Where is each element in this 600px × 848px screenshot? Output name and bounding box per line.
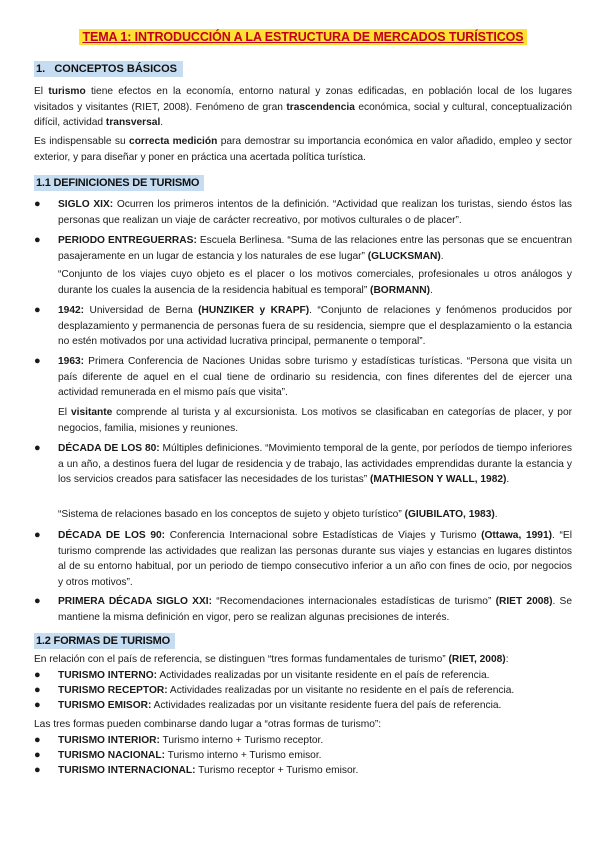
list-subparagraph: [58, 267, 572, 298]
list-item: [34, 528, 572, 590]
list-item: [34, 233, 572, 264]
item-label: TURISMO NACIONAL:: [58, 750, 165, 761]
item-label: DÉCADA DE LOS 80:: [58, 443, 160, 454]
list-item: [34, 303, 572, 350]
item-text: Actividades realizadas por un visitante residente en el país de referencia.: [157, 670, 490, 681]
bullet-icon: ●: [34, 764, 41, 776]
item-text: Actividades realizadas por un visitante no residente en el país de referencia.: [167, 685, 515, 696]
item-text: .: [430, 284, 433, 296]
item-reference: (RIET 2008): [495, 596, 553, 607]
section-heading-conceptos: 1. CONCEPTOS BÁSICOS: [34, 61, 183, 77]
item-text: El: [58, 407, 71, 418]
bullet-icon: ●: [34, 684, 41, 696]
item-text: Actividades realizadas por un visitante residente fuera del país de referencia.: [151, 700, 502, 711]
item-label: 1963:: [58, 356, 85, 367]
list-item-other: [34, 733, 572, 748]
list-item: [34, 594, 572, 625]
bullet-icon: ●: [34, 669, 41, 681]
text: .: [160, 117, 164, 129]
text: En relación con el país de referencia, se distinguen “tres formas fundamentales de turismo”: [34, 654, 449, 665]
list-item: [34, 354, 572, 401]
text: :: [505, 654, 509, 665]
list-subparagraph: [58, 507, 572, 523]
bold-text: transversal: [105, 117, 161, 129]
item-reference: (BORMANN): [370, 284, 431, 296]
bold-text: visitante: [70, 407, 113, 418]
bullet-icon: ●: [34, 355, 41, 367]
bullet-icon: ●: [34, 734, 41, 746]
item-text: Turismo receptor + Turismo emisor.: [195, 765, 359, 776]
item-text: . Se mantiene la misma definición en vigor, pero se realizan algunas precisiones de interés.: [58, 596, 573, 623]
bold-text: trascendencia: [286, 101, 355, 113]
paragraph-turismo: [34, 84, 572, 131]
title-wrap: [34, 28, 572, 46]
item-label: DÉCADA DE LOS 90:: [58, 530, 166, 541]
text: El: [34, 86, 49, 97]
section-heading-formas: 1.2 FORMAS DE TURISMO: [34, 633, 175, 649]
item-reference: (HUNZIKER y KRAPF): [198, 305, 310, 316]
bold-text: turismo: [48, 86, 86, 97]
item-text: Escuela Berlinesa. “Suma de las relaciones entre las personas que se encuentran pasajeramente en un lugar de estancia y los naturales de ese lugar”: [58, 235, 572, 262]
item-text: Primera Conferencia de Naciones Unidas sobre turismo y estadísticas turísticas. “Persona que visita un país diferente de aquel en el cual tiene de ordinario su residencia, con fines diferentes del de ejercer una actividad remunerada en el mismo país que visita”.: [58, 356, 572, 399]
bullet-icon: ●: [34, 529, 41, 541]
item-label: PERIODO ENTREGUERRAS:: [58, 235, 197, 246]
item-label: PRIMERA DÉCADA SIGLO XXI:: [58, 596, 212, 607]
bullet-icon: ●: [34, 304, 41, 316]
text: para demostrar su importancia económica en valor añadido, empleo y sector exterior, y para diseñar y poner en práctica una acertada política turística.: [34, 136, 572, 163]
list-item-other: [34, 763, 572, 778]
text: Es indispensable su: [34, 136, 130, 147]
paragraph-combine: Las tres formas pueden combinarse dando lugar a “otras formas de turismo”:: [34, 719, 382, 730]
text: económica, social y cultural, conceptualización difícil, actividad: [34, 101, 572, 129]
bullet-icon: ●: [34, 234, 41, 246]
item-text: Ocurren los primeros intentos de la definición. “Actividad que realizan los turistas, siendo éstos las personas que realizan un viaje de carácter recreativo, por motivos culturales o de placer”.: [58, 199, 572, 226]
bullet-icon: ●: [34, 198, 41, 210]
list-item-form: [34, 668, 572, 683]
list-item: [34, 441, 572, 488]
item-text: “Conjunto de los viajes cuyo objeto es el placer o los motivos comerciales, profesionales u otros análogos y durante los cuales la ausencia de la residencia habitual es temporal”: [58, 269, 572, 296]
bold-text: (RIET, 2008): [448, 654, 506, 665]
item-label: SIGLO XIX:: [58, 199, 114, 210]
item-reference: (GIUBILATO, 1983): [404, 509, 495, 520]
item-text: Universidad de Berna: [84, 305, 199, 316]
item-text: .: [506, 474, 510, 486]
item-label: TURISMO RECEPTOR:: [58, 685, 168, 696]
paragraph-medicion: [34, 134, 572, 165]
item-text: . “Conjunto de relaciones y fenómenos producidos por desplazamiento y permanencia de personas fuera de su residencia, siempre que el desplazamiento o la estancia no estén motivados por una actividad lucrativa principal, permanente o temporal”.: [58, 305, 572, 348]
item-label: 1942:: [58, 305, 85, 316]
list-item-other: [34, 748, 572, 763]
item-label: TURISMO INTERNACIONAL:: [58, 765, 196, 776]
bullet-icon: ●: [34, 442, 41, 454]
item-reference: (MATHIESON Y WALL, 1982): [370, 474, 507, 486]
paragraph-formas-intro: [34, 652, 572, 668]
list-item: [34, 197, 572, 228]
item-text: Turismo interno + Turismo receptor.: [159, 735, 324, 746]
item-label: TURISMO EMISOR:: [58, 700, 152, 711]
item-text: . “El turismo comprende las actividades que realizan las personas durante sus viajes y estancias en lugares distintos al de su entorno habitual, por un periodo de tiempo consecutivo inferior a un año con fines de ocio, por negocios y otros motivos”.: [58, 530, 572, 588]
bullet-icon: ●: [34, 595, 41, 607]
list-item-form: [34, 683, 572, 698]
list-subparagraph: [58, 405, 572, 436]
document-title: TEMA 1: INTRODUCCIÓN A LA ESTRUCTURA DE MERCADOS TURÍSTICOS: [79, 29, 526, 45]
bullet-icon: ●: [34, 699, 41, 711]
list-item-form: [34, 698, 572, 713]
text: tiene efectos en la economía, entorno natural y zonas edificadas, en población local de los lugares visitados y visitantes (RIET, 2008). Fenómeno de gran: [34, 86, 573, 113]
item-text: “Recomendaciones internacionales estadísticas de turismo”: [212, 596, 496, 607]
bold-text: correcta medición: [129, 136, 218, 147]
item-reference: (Ottawa, 1991): [481, 530, 553, 541]
item-label: TURISMO INTERNO:: [58, 670, 158, 681]
bullet-icon: ●: [34, 749, 41, 761]
item-text: Múltiples definiciones. “Movimiento temporal de la gente, por períodos de tiempo inferiores a un año, a destinos fuera del lugar de residencia y de trabajo, las actividades emprendidas durante la estancia y los servicios creados para satisfacer las necesidades de los turistas”: [58, 443, 572, 486]
item-text: .: [494, 509, 498, 520]
item-text: Conferencia Internacional sobre Estadísticas de Viajes y Turismo: [165, 530, 482, 541]
item-text: “Sistema de relaciones basado en los conceptos de sujeto y objeto turístico”: [58, 509, 405, 520]
item-text: comprende al turista y al excursionista. Los motivos se clasificaban en categorías de placer, y por negocios, familia, misiones y reuniones.: [58, 407, 573, 434]
item-text: Turismo interno + Turismo emisor.: [164, 750, 322, 761]
item-label: TURISMO INTERIOR:: [58, 735, 160, 746]
item-reference: (GLUCKSMAN): [367, 250, 441, 262]
section-heading-definiciones: 1.1 DEFINICIONES DE TURISMO: [34, 175, 204, 191]
item-text: .: [440, 250, 444, 262]
